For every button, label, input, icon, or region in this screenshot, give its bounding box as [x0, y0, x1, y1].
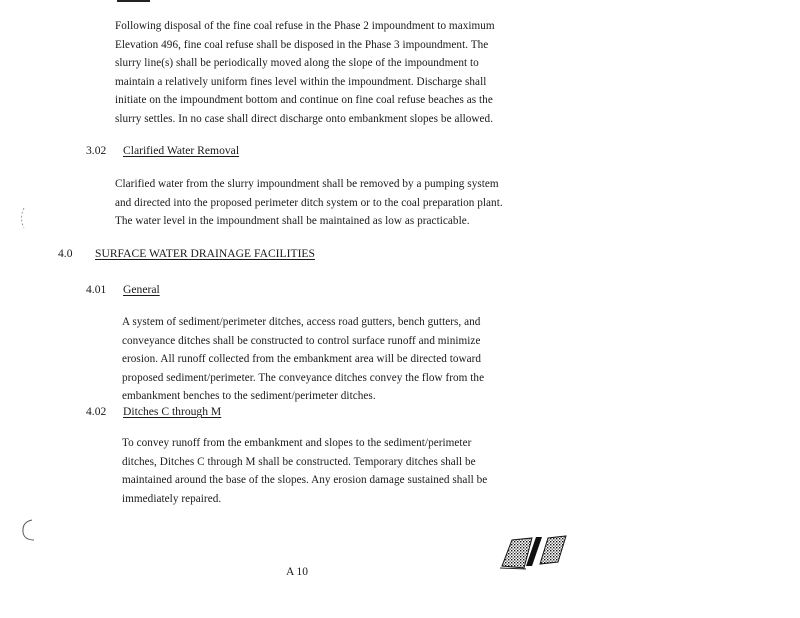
paragraph-4-01 [122, 313, 484, 406]
paragraph-line: Following disposal of the fine coal refuse in the Phase 2 impoundment to maximum [115, 20, 495, 32]
paragraph-line: A system of sediment/perimeter ditches, access road gutters, bench gutters, and [122, 316, 481, 328]
paragraph-line: slurry settles. In no case shall direct discharge onto embankment slopes be allowed. [115, 112, 494, 125]
section-number: 4.01 [86, 283, 107, 296]
paragraph-line: To convey runoff from the embankment and slopes to the sediment/perimeter [122, 437, 472, 449]
paragraph-line: embankment benches to the sediment/perimeter ditches. [122, 390, 376, 403]
heading-4-01 [86, 283, 160, 297]
section-title: General [123, 283, 160, 296]
section-title: SURFACE WATER DRAINAGE FACILITIES [95, 247, 315, 260]
section-number: 4.02 [86, 405, 107, 418]
paragraph-line: ditches, Ditches C through M shall be constructed. Temporary ditches shall be [122, 455, 476, 468]
section-number: 4.0 [58, 247, 73, 260]
stamp-mark [496, 532, 570, 570]
heading-3-02 [86, 144, 239, 158]
paragraph-line: The water level in the impoundment shall be maintained as low as practicable. [115, 215, 470, 228]
paragraph-line: conveyance ditches shall be constructed to control surface runoff and minimize [122, 334, 481, 347]
punch-hole-mark [20, 518, 36, 542]
paragraph-line: Elevation 496, fine coal refuse shall be disposed in the Phase 3 impoundment. The [115, 38, 489, 51]
paragraph-3-01 [115, 17, 495, 129]
paragraph-line: erosion. All runoff collected from the embankment area will be directed toward [122, 353, 482, 366]
paragraph-line: slurry line(s) shall be periodically moved along the slope of the impoundment to [115, 57, 479, 70]
paragraph-line: Clarified water from the slurry impoundment shall be removed by a pumping system [115, 178, 499, 190]
section-title: Clarified Water Removal [123, 144, 240, 157]
section-number: 3.02 [86, 144, 107, 157]
scan-speck-mark [18, 206, 26, 230]
paragraph-line: immediately repaired. [122, 492, 222, 505]
paragraph-3-02 [115, 175, 503, 231]
page-number: A 10 [286, 566, 309, 578]
paragraph-4-02 [122, 434, 487, 508]
paragraph-line: proposed sediment/perimeter. The conveyance ditches convey the flow from the [122, 371, 485, 384]
top-rule [117, 0, 150, 2]
paragraph-line: maintain a relatively uniform fines level within the impoundment. Discharge shall [115, 75, 487, 88]
heading-4-02 [86, 405, 221, 419]
paragraph-line: and directed into the proposed perimeter ditch system or to the coal preparation plant. [115, 196, 503, 209]
paragraph-line: maintained around the base of the slopes. Any erosion damage sustained shall be [122, 474, 488, 487]
heading-4-0 [58, 247, 315, 261]
paragraph-line: initiate on the impoundment bottom and continue on fine coal refuse beaches as the [115, 94, 493, 107]
section-title: Ditches C through M [123, 405, 222, 418]
